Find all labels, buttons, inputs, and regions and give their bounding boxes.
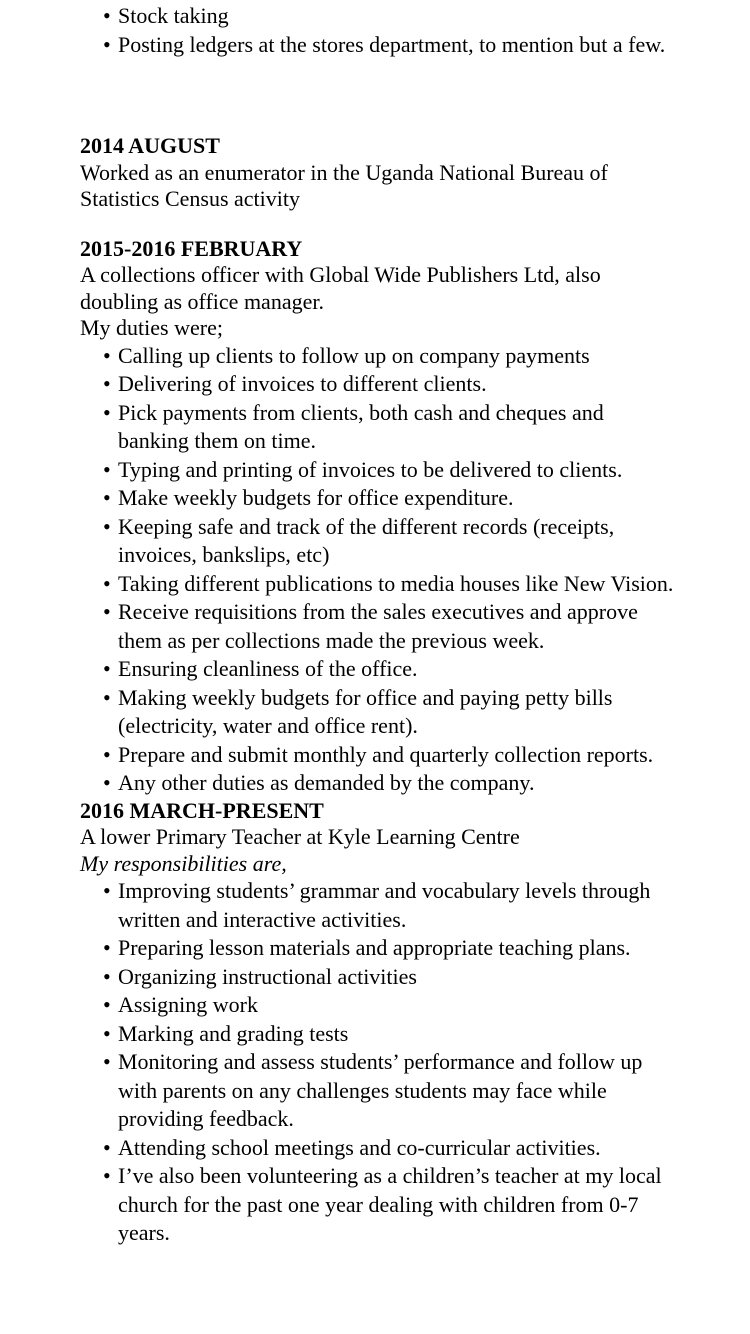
bullet-item: • I’ve also been volunteering as a children’s teacher at my local church for the past one year dealing with children from 0-7 years.: [80, 1162, 680, 1248]
responsibilities-bullet-list: [80, 877, 680, 1248]
bullet-item: • Monitoring and assess students’ performance and follow up with parents on any challenges students may face while providing feedback.: [80, 1048, 680, 1134]
bullet-item: • Pick payments from clients, both cash and cheques and banking them on time.: [80, 399, 680, 456]
section-gap: [80, 213, 680, 236]
bullet-item: • Delivering of invoices to different clients.: [80, 370, 680, 399]
paragraph: Worked as an enumerator in the Uganda National Bureau of Statistics Census activity: [80, 159, 608, 211]
lead-in-italic: My responsibilities are,: [80, 850, 287, 876]
bullet-item: • Marking and grading tests: [80, 1020, 680, 1049]
section-gap: [80, 59, 680, 133]
bullet-item: • Typing and printing of invoices to be delivered to clients.: [80, 456, 680, 485]
bullet-item: • Making weekly budgets for office and paying petty bills (electricity, water and office rent).: [80, 684, 680, 741]
paragraph: A lower Primary Teacher at Kyle Learning Centre: [80, 824, 520, 849]
section-heading: 2015-2016 FEBRUARY: [80, 235, 303, 261]
bullet-item: • Improving students’ grammar and vocabulary levels through written and interactive activities.: [80, 877, 680, 934]
bullet-item: • Stock taking: [80, 2, 680, 31]
bullet-item: • Prepare and submit monthly and quarterly collection reports.: [80, 741, 680, 770]
bullet-item: • Make weekly budgets for office expenditure.: [80, 484, 680, 513]
bullet-item: • Receive requisitions from the sales executives and approve them as per collections made the previous week.: [80, 598, 680, 655]
bullet-item: • Taking different publications to media houses like New Vision.: [80, 570, 680, 599]
section-heading: 2016 MARCH-PRESENT: [80, 797, 324, 823]
section-2014-august: [80, 133, 680, 213]
section-2015-2016-february: [80, 236, 680, 798]
section-heading: 2014 AUGUST: [80, 133, 220, 158]
bullet-item: • Keeping safe and track of the different records (receipts, invoices, bankslips, etc): [80, 513, 680, 570]
bullet-item: • Posting ledgers at the stores department, to mention but a few.: [80, 31, 680, 60]
bullet-item: • Assigning work: [80, 991, 680, 1020]
paragraph: My duties were;: [80, 315, 223, 340]
bullet-item: • Any other duties as demanded by the company.: [80, 769, 680, 798]
bullet-item: • Preparing lesson materials and appropriate teaching plans.: [80, 934, 680, 963]
bullet-item: • Attending school meetings and co-curricular activities.: [80, 1134, 680, 1163]
bullet-item: • Calling up clients to follow up on company payments: [80, 342, 680, 371]
paragraph: A collections officer with Global Wide Publishers Ltd, also doubling as office manager.: [80, 262, 601, 314]
bullet-item: • Ensuring cleanliness of the office.: [80, 655, 680, 684]
bullet-item: • Organizing instructional activities: [80, 963, 680, 992]
section-2016-march-present: [80, 798, 680, 1248]
duties-bullet-list: [80, 342, 680, 798]
intro-bullet-list: [80, 2, 680, 59]
